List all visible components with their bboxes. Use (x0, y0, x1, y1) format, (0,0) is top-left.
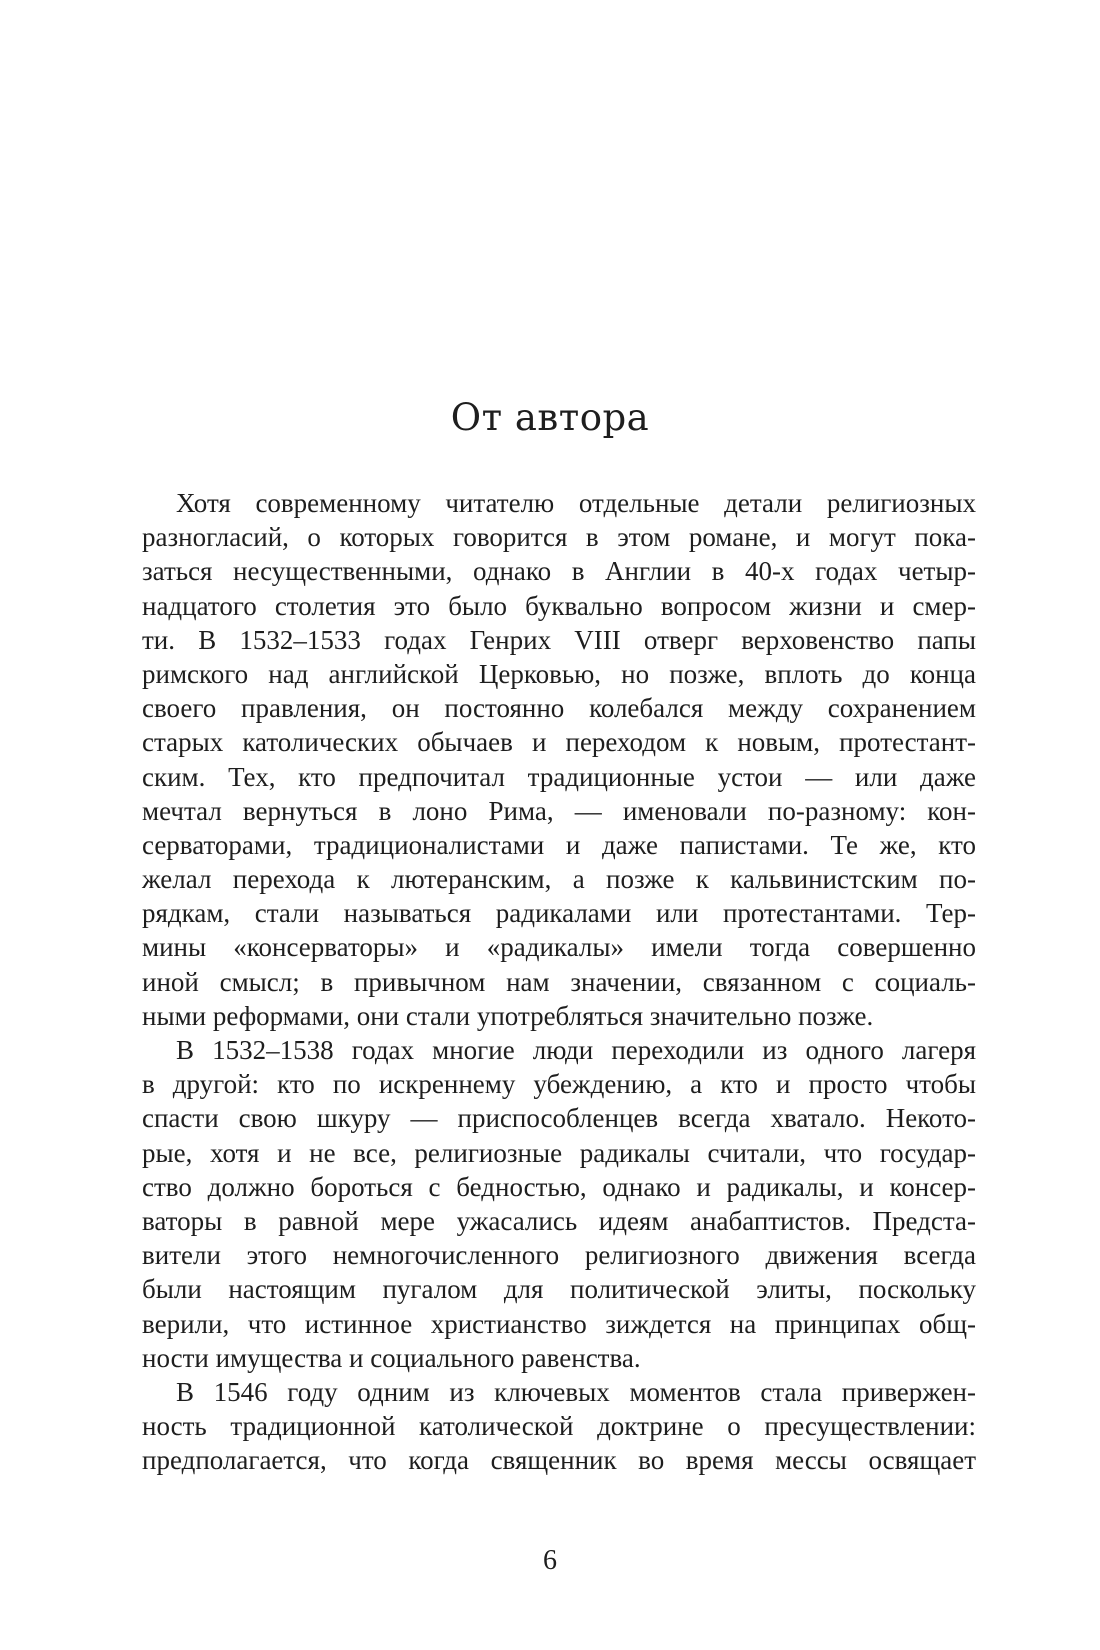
page-number: 6 (543, 1545, 557, 1576)
paragraph-1-line: желал перехода к лютеранским, а позже к кальвинистским по- (142, 864, 976, 895)
paragraph-1-line: старых католических обычаев и переходом к новым, протестант- (142, 727, 976, 758)
paragraph-1-line: своего правления, он постоянно колебался между сохранением (142, 693, 976, 724)
paragraph-2-line: ство должно бороться с бедностью, однако и радикалы, и консер- (142, 1171, 976, 1202)
paragraph-2-line: вители этого немногочисленного религиозного движения всегда (142, 1240, 976, 1271)
paragraph-1-line: серваторами, традиционалистами и даже папистами. Те же, кто (142, 829, 976, 860)
paragraph-1-line: ским. Тех, кто предпочитал традиционные устои — или даже (142, 761, 976, 792)
paragraph-1-line: надцатого столетия это было буквально вопросом жизни и смер- (142, 590, 976, 621)
paragraph-1-line: римского над английской Церковью, но позже, вплоть до конца (142, 658, 976, 689)
paragraph-2-line: рые, хотя и не все, религиозные радикалы считали, что государ- (142, 1137, 976, 1168)
paragraph-2-line: ваторы в равной мере ужасались идеям анабаптистов. Предста- (142, 1205, 976, 1236)
paragraph-2-line: верили, что истинное христианство зиждется на принципах общ- (142, 1308, 976, 1339)
paragraph-2-line: ности имущества и социального равенства. (142, 1342, 641, 1373)
paragraph-3-line: В 1546 году одним из ключевых моментов стала привержен- (176, 1376, 976, 1407)
paragraph-3-line: ность традиционной католической доктрине о пресуществлении: (142, 1411, 976, 1442)
body-text (142, 486, 976, 1477)
paragraph-2-line: в другой: кто по искреннему убеждению, а кто и просто чтобы (142, 1069, 976, 1100)
paragraph-1-line: Хотя современному читателю отдельные детали религиозных (176, 488, 976, 518)
paragraph-1-line: иной смысл; в привычном нам значении, связанном с социаль- (142, 966, 976, 997)
paragraph-2-line: спасти свою шкуру — приспособленцев всегда хватало. Некото- (142, 1103, 976, 1134)
paragraph-1-line: ными реформами, они стали употребляться значительно позже. (142, 1000, 874, 1031)
paragraph-1-line: рядкам, стали называться радикалами или протестантами. Тер- (142, 898, 976, 929)
paragraph-1-line: ти. В 1532–1533 годах Генрих VIII отверг верховенство папы (142, 624, 976, 655)
paragraph-1-line: мечтал вернуться в лоно Рима, — именовали по-разному: кон- (142, 795, 976, 826)
chapter-title: От автора (450, 396, 650, 439)
paragraph-2-line: В 1532–1538 годах многие люди переходили из одного лагеря (176, 1035, 976, 1065)
paragraph-2-line: были настоящим пугалом для политической элиты, поскольку (142, 1274, 976, 1305)
paragraph-1-line: заться несущественными, однако в Англии в 40-х годах четыр- (142, 556, 976, 587)
paragraph-3-line: предполагается, что когда священник во время мессы освящает (142, 1445, 976, 1476)
paragraph-1-line: мины «консерваторы» и «радикалы» имели тогда совершенно (142, 932, 976, 963)
paragraph-1-line: разногласий, о которых говорится в этом романе, и могут пока- (142, 522, 976, 553)
